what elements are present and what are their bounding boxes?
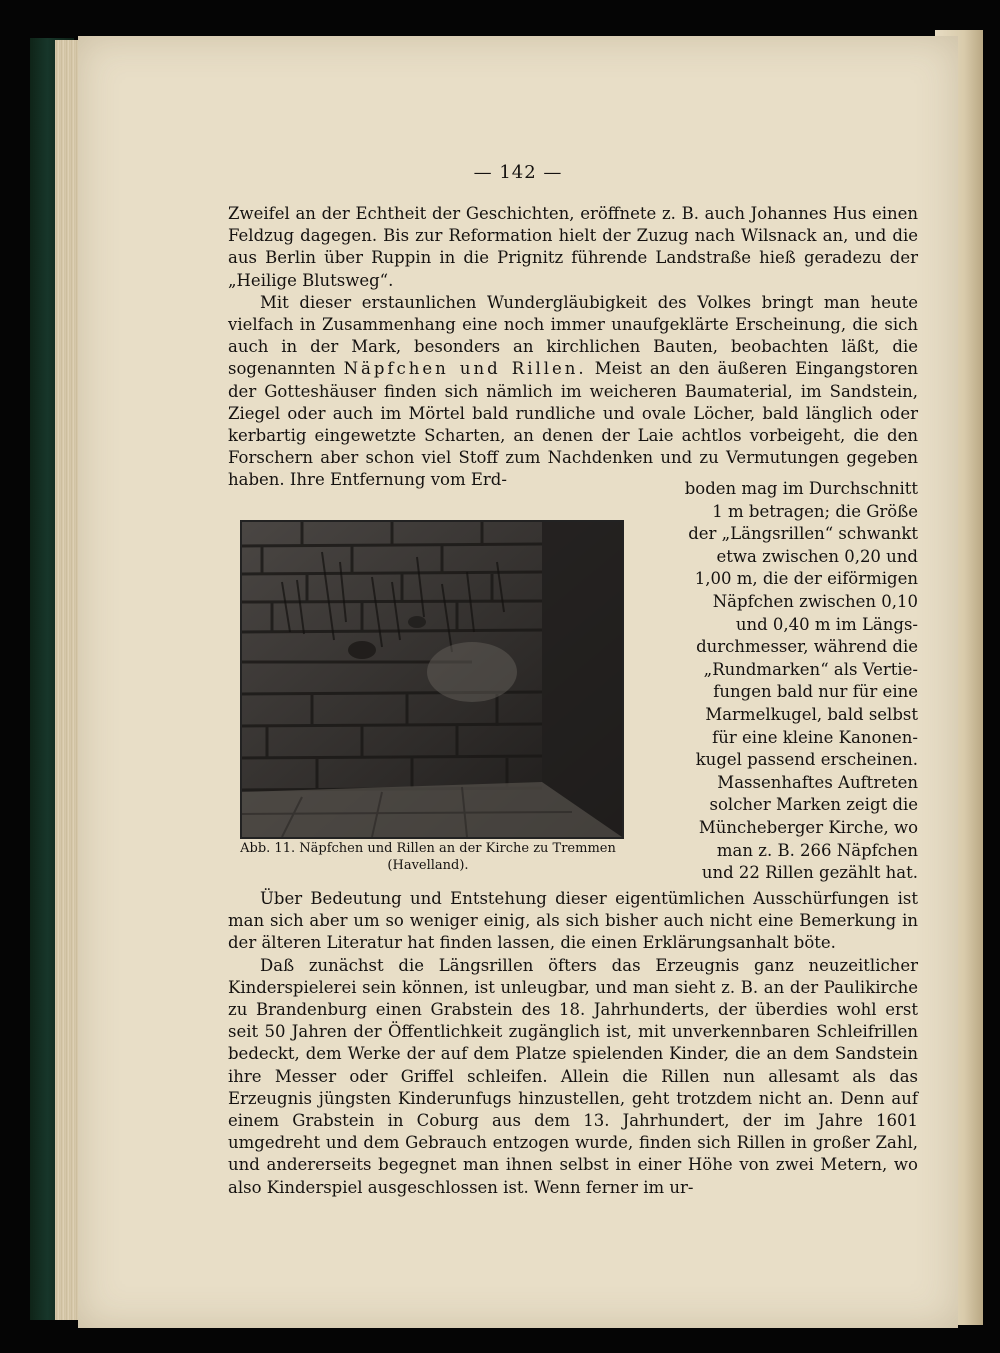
paragraph-blutsweg: Zweifel an der Echtheit der Geschichten, eröffnete z. B. auch Johannes Hus einen Feldzug dagegen. Bis zur Reformation hielt der Zuzug nach Wilsnack an, und die aus Berlin über Ruppin in die Prignitz führende Landstraße hieß geradezu der „Heilige Blutsweg“. (228, 204, 918, 290)
side-line: solcher Marken zeigt die (709, 795, 918, 815)
figure-region (228, 478, 918, 894)
side-line: und 0,40 m im Längs- (735, 614, 918, 634)
side-line: Massenhaftes Auftreten (717, 772, 918, 792)
side-line: durchmesser, während die (696, 637, 918, 657)
side-line: kugel passend erscheinen. (695, 750, 918, 770)
text-block-top (228, 203, 918, 492)
side-line: Näpfchen zwischen 0,10 (712, 591, 918, 611)
side-line: 1 m betragen; die Größe (712, 501, 918, 521)
paragraph-bedeutung: Über Bedeutung und Entstehung dieser eigentümlichen Ausschürfungen ist man sich aber um so weniger einig, als sich bisher auch nicht eine Bemerkung in der älteren Literatur hat finden lassen, die einen Erklärungsanhalt böte. (228, 889, 918, 953)
side-line: man z. B. 266 Näpfchen (716, 840, 918, 860)
brick-wall-illustration (242, 522, 622, 837)
page-number: — 142 — (473, 162, 563, 183)
paragraph-naepfchen-start: Mit dieser erstaunlichen Wundergläubigkeit des Volkes bringt man heute vielfach in Zusammenhang eine noch immer unaufgeklärte Erscheinung, die sich auch in der Mark, besonders an kirchlichen Bauten, beobachten läßt, die sogenannten (228, 292, 918, 379)
book-page (78, 36, 958, 1328)
photo-brick-wall (240, 520, 624, 839)
side-line: „Rundmarken“ als Vertie- (703, 659, 918, 679)
side-line: Müncheberger Kirche, wo (698, 817, 918, 837)
side-line: fungen bald nur für eine (713, 682, 918, 702)
side-line: Marmelkugel, bald selbst (705, 704, 918, 724)
text-block-bottom (228, 888, 918, 1199)
figure-caption-place: (Havelland). (387, 858, 469, 873)
side-line: 1,00 m, die der eiförmigen (694, 569, 918, 589)
paragraph-naepfchen (228, 292, 918, 492)
paragraph-naepfchen-end: Meist an den äußeren Eingangstoren der Gotteshäuser finden sich nämlich im weicheren Baumaterial, im Sandstein, Ziegel oder auch im Mörtel bald rundliche und ovale Löcher, bald länglich oder kerbartig eingewetzte Scharten, an denen der Laie achtlos vorbeigeht, die den Forschern aber schon viel Stoff zum Nachdenken und zu Vermutungen gegeben haben. Ihre Entfernung vom Erd- (228, 359, 919, 490)
side-line: der „Längsrillen“ schwankt (688, 524, 918, 544)
paragraph-laengsrillen: Daß zunächst die Längsrillen öfters das Erzeugnis ganz neuzeitlicher Kinderspielerei sein können, ist unleugbar, und man sieht z. B. an der Paulikirche zu Brandenburg einen Grabstein des 18. Jahrhunderts, der überdies wohl erst seit 50 Jahren der Öffentlichkeit zugänglich ist, mit unverkennbaren Schleifrillen bedeckt, dem Werke der auf dem Platze spielenden Kinder, die an dem Sandstein ihre Messer oder Griffel schleifen. Allein die Rillen nun allesamt als das Erzeugnis jüngsten Kinderunfugs hinzustellen, geht trotzdem nicht an. Denn auf einem Grabstein in Coburg aus dem 13. Jahrhundert, der im Jahre 1601 umgedreht und dem Gebrauch entzogen wurde, finden sich Rillen in großer Zahl, und andererseits begegnet man ihnen selbst in einer Höhe von zwei Metern, wo also Kinderspiel ausgeschlossen ist. Wenn ferner im ur- (228, 955, 918, 1197)
side-line: für eine kleine Kanonen- (712, 727, 918, 747)
text-column-beside-figure (640, 478, 918, 885)
figure-caption (228, 840, 628, 874)
side-line: boden mag im Durchschnitt (684, 479, 918, 498)
figure-caption-title: Abb. 11. Näpfchen und Rillen an der Kirche zu Tremmen (240, 841, 616, 856)
side-line: etwa zwischen 0,20 und (716, 546, 918, 566)
term-naepfchen-und-rillen: Näpfchen und Rillen. (343, 359, 587, 379)
side-line: und 22 Rillen gezählt hat. (701, 863, 918, 883)
